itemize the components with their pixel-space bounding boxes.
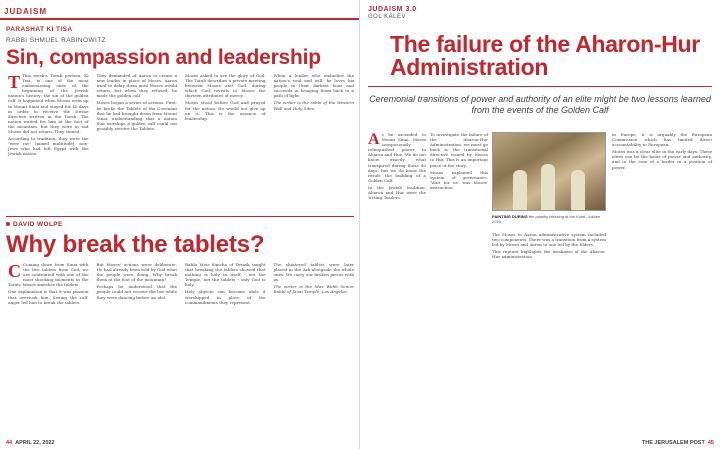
article-headline: Sin, compassion and leadership — [6, 46, 321, 69]
author-byline: DAVID WOLPE — [6, 221, 63, 228]
article-photo — [492, 132, 606, 211]
article-column: in Europe, it is arguably the European Commission which has limited direct accountability to European. Moses was a clear elite in the early days. These elites can be the heart of power and authority, and in the case of a leader in a position of power. — [612, 132, 712, 170]
article-column: They demanded of Aaron to create a new leader in place of Moses. Aaron tried to delay them until Moses would return, but when they refused, he made the golden calf. Moses began a series of actions. First, he broke the Tablets of the Covenant that he had brought down from Mount Sinai, understanding that a nation that worships a golden calf could not possibly receive the Tablets. — [96, 73, 177, 131]
page-number: 44 — [6, 440, 13, 446]
right-page — [360, 0, 720, 449]
series-label: JUDAISM 3.0 GOL KALEV — [368, 6, 417, 20]
issue-date: APRIL 22, 2022 — [15, 440, 55, 446]
article-body — [8, 262, 354, 434]
article-column: When a leader who embodies the nation's soul and will, he loves his people in their darkest hour and succeeds in bringing them back to a path of light. The writer is the rabbi of the Western Wall and Holy Sites. — [273, 73, 354, 111]
page-number: 45 — [707, 440, 714, 446]
publication-name: THE JERUSALEM POST — [641, 440, 705, 446]
article-column: But Moses' actions were deliberate. He had already been told by God what the people were doing. Why break them at the foot of the mountain? Perhaps he understood that the people could not receive the law while they were dancing before an idol. — [96, 262, 177, 300]
article-column: The Moses to Aaron administrative system included two components. There was a transition from a system led by Moses and Aaron to one led by the Elders. This rupture highlights the weakness of the Aharon-Hur administration. — [492, 232, 607, 260]
article-column: To investigate the failure of the Aharon-Hur Administration, we must go back to the transitional directive issued by Moses to Hur. This is an important piece of the story. Moses explained this system of governance. 'Wait for us' was Moses' instruction. — [430, 132, 488, 190]
article-column: C Coming down from Sinai with the two tablets from God, we are confronted with one of the most shocking moments in the Torah: Moses smashes the tablets. One explanation is that it was passion that overtook him. Seeing the calf, anger led him to break the tablets. — [8, 261, 89, 305]
page-footer — [642, 440, 714, 446]
section-header — [0, 6, 360, 20]
article-column: Rabbi Meir Simcha of Dvinsk taught that breaking the tablets showed that nothing is holy in itself - not the Temple, not the tablets - only God is holy. Holy objects can become idols if worshipped in place of the commandments they represent. — [185, 262, 266, 305]
author-byline: RABBI SHMUEL RABINOWITZ — [6, 37, 106, 44]
standfirst: Ceremonial transitions of power and authority of an elite might be two lessons learned from the events of the Golden Calf — [369, 94, 711, 115]
drop-cap: T — [8, 72, 21, 92]
article-headline: Why break the tablets? — [6, 231, 265, 258]
drop-cap: C — [8, 261, 21, 281]
bullet-icon — [6, 222, 10, 226]
column-name: PARASHAT KI TISA — [6, 26, 73, 33]
drop-cap: A — [368, 131, 380, 148]
article-column: T This week's Torah portion, Ki Tisa, is one of the most embarrassing ones of the beginning of the Jewish nation's history: the sin of the golden calf. It happened when Moses went up to Mount Sinai and stayed for 40 days in order to receive the Divine directive written in the Torah. The nation waited for him at the foot of the mountain, but they were in sad Moses did not return. They sinned. According to tradition, they were the "erev rav" (mixed multitude), non-Jews who had left Egypt with the Jewish nation. — [8, 72, 89, 157]
article-headline: The failure of the Aharon-Hur Administration — [390, 31, 700, 81]
section-label: JUDAISM — [4, 7, 48, 16]
divider — [368, 86, 712, 87]
page-footer — [6, 440, 55, 446]
author-byline: GOL KALEV — [368, 14, 406, 20]
article-column: Moses asked to see the glory of God. The Torah describes a private meeting between Moses and God, during which God reveals to Moses the thirteen attributes of mercy. Moses stood before God and prayed for the nation. He would not give up on it. This is the essence of leadership. — [185, 73, 266, 121]
photo-caption: PAINTING DURING the priestly blessing at the Kotel, Jubilee 2016. — [492, 214, 601, 224]
article-column: The shattered tablets were later placed in the Ark alongside the whole ones. We carry our broken pieces with us. The writer is the Max Webb Senior Rabbi of Sinai Temple, Los Angeles. — [273, 262, 354, 295]
article-body — [8, 73, 354, 211]
article-column: As he ascended to Mount Sinai, Moses conspicuously relinquished power to Aharon and Hur. 'We do not know exactly what transpired during those 40 days, but we do know the result: the building of a Golden Calf. In the Jewish tradition, Aharon and Hur were the 'acting' leaders. — [368, 131, 426, 201]
divider — [6, 216, 354, 217]
